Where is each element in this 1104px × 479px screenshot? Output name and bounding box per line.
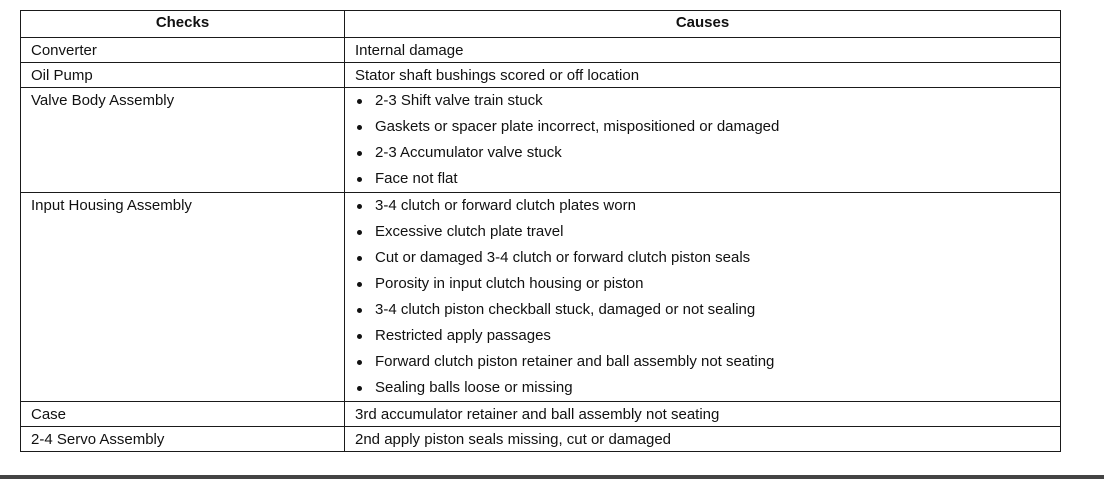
list-item xyxy=(355,114,1052,140)
table-row xyxy=(21,63,1061,88)
list-item xyxy=(355,375,1052,401)
list-item xyxy=(355,166,1052,192)
causes-header: Causes xyxy=(345,11,1061,38)
cause-text: Face not flat xyxy=(375,170,458,187)
list-item xyxy=(355,349,1052,375)
bullet-icon xyxy=(357,256,362,261)
cause-text: 2-3 Accumulator valve stuck xyxy=(375,144,562,161)
page-bottom-rule xyxy=(0,475,1104,479)
list-item xyxy=(355,193,1052,219)
table-row xyxy=(21,88,1061,193)
list-item xyxy=(355,323,1052,349)
table-row xyxy=(21,38,1061,63)
list-item xyxy=(355,88,1052,114)
table-row xyxy=(21,402,1061,427)
list-item xyxy=(355,219,1052,245)
bullet-icon xyxy=(357,230,362,235)
cause-text: Cut or damaged 3-4 clutch or forward clutch piston seals xyxy=(375,249,751,266)
cause-cell: 3rd accumulator retainer and ball assembly not seating xyxy=(345,402,1061,427)
bullet-icon xyxy=(357,204,362,209)
cause-list-cell xyxy=(345,88,1061,193)
diagnosis-table xyxy=(20,10,1061,452)
cause-text: Sealing balls loose or missing xyxy=(375,379,573,396)
list-item xyxy=(355,297,1052,323)
check-cell: Valve Body Assembly xyxy=(21,88,345,193)
bullet-icon xyxy=(357,177,362,182)
bullet-icon xyxy=(357,99,362,104)
cause-cell: 2nd apply piston seals missing, cut or damaged xyxy=(345,427,1061,452)
cause-text: Restricted apply passages xyxy=(375,327,551,344)
bullet-icon xyxy=(357,386,362,391)
cause-list xyxy=(355,88,1052,192)
check-cell: 2-4 Servo Assembly xyxy=(21,427,345,452)
check-cell: Input Housing Assembly xyxy=(21,193,345,402)
list-item xyxy=(355,140,1052,166)
bullet-icon xyxy=(357,360,362,365)
check-cell: Converter xyxy=(21,38,345,63)
cause-list-cell xyxy=(345,193,1061,402)
cause-cell: Internal damage xyxy=(345,38,1061,63)
cause-text: 2-3 Shift valve train stuck xyxy=(375,92,543,109)
check-cell: Oil Pump xyxy=(21,63,345,88)
table-row xyxy=(21,193,1061,402)
cause-text: 3-4 clutch or forward clutch plates worn xyxy=(375,197,636,214)
cause-text: Gaskets or spacer plate incorrect, mispositioned or damaged xyxy=(375,118,780,135)
bullet-icon xyxy=(357,308,362,313)
cause-text: Forward clutch piston retainer and ball assembly not seating xyxy=(375,353,775,370)
header-row xyxy=(21,11,1061,38)
cause-cell: Stator shaft bushings scored or off location xyxy=(345,63,1061,88)
list-item xyxy=(355,245,1052,271)
bullet-icon xyxy=(357,334,362,339)
bullet-icon xyxy=(357,282,362,287)
list-item xyxy=(355,271,1052,297)
cause-text: Excessive clutch plate travel xyxy=(375,223,564,240)
bullet-icon xyxy=(357,151,362,156)
cause-text: 3-4 clutch piston checkball stuck, damaged or not sealing xyxy=(375,301,756,318)
checks-header: Checks xyxy=(21,11,345,38)
table-row xyxy=(21,427,1061,452)
check-cell: Case xyxy=(21,402,345,427)
cause-list xyxy=(355,193,1052,401)
bullet-icon xyxy=(357,125,362,130)
cause-text: Porosity in input clutch housing or piston xyxy=(375,275,644,292)
